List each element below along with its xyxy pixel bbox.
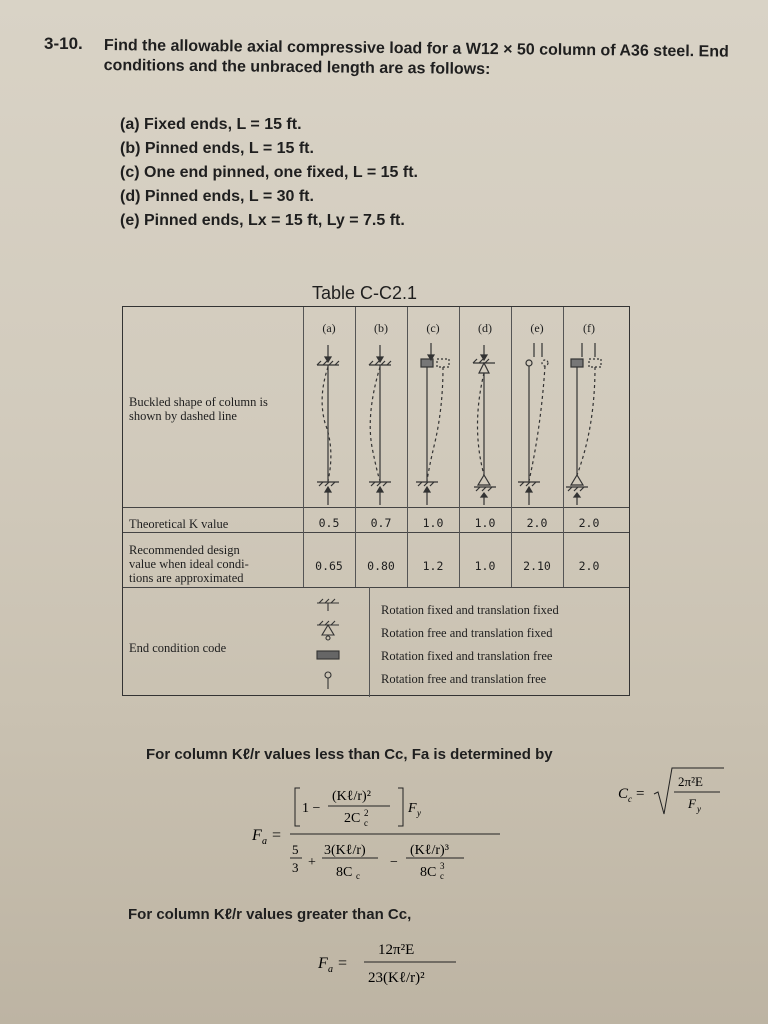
buckled-shape-label: Buckled shape of column is shown by dashed line [129, 395, 268, 423]
row-divider [123, 532, 629, 533]
code-description: Rotation fixed and translation free [381, 649, 553, 663]
recommended-line: value when ideal condi- [129, 557, 249, 571]
recommended-k-value: 1.0 [474, 559, 496, 573]
column-letter-a: (a) [322, 321, 336, 335]
rotation-free-translation-fixed-icon [317, 621, 339, 640]
column-f-free-top-pinned-icon [566, 343, 601, 505]
svg-text:F: F [318, 955, 328, 972]
code-description: Rotation free and translation free [381, 672, 547, 686]
problem-statement: Find the allowable axial compressive load for a W12 × 50 column of A36 steel. End conditions and the unbraced length are as follows: [103, 36, 729, 79]
svg-text:F: F [408, 801, 417, 816]
recommended-design-label [129, 543, 249, 585]
svg-text:F: F [688, 796, 696, 811]
svg-text:23(Kℓ/r)²: 23(Kℓ/r)² [368, 970, 425, 986]
buckled-shapes-diagram [303, 337, 629, 507]
rotation-fixed-translation-free-icon [317, 651, 339, 659]
column-letter-b: (b) [374, 321, 388, 335]
case-item: (e) Pinned ends, Lx = 15 ft, Ly = 7.5 ft. [120, 212, 405, 229]
column-letter-f: (f) [583, 321, 595, 335]
svg-text:c: c [628, 794, 632, 804]
column-b-pinned-fixed-icon [369, 345, 391, 505]
row-divider [123, 507, 629, 508]
svg-text:c: c [440, 871, 444, 881]
svg-text:8C: 8C [420, 865, 437, 880]
theoretical-k-value: 2.0 [526, 516, 548, 530]
cc-formula [616, 762, 726, 822]
formula-intro-2: For column Kℓ/r values greater than Cc, [128, 906, 412, 923]
svg-text:2π²E: 2π²E [678, 774, 703, 789]
column-letter-d: (d) [478, 321, 492, 335]
svg-text:−: − [390, 855, 398, 870]
recommended-k-value: 2.0 [578, 559, 600, 573]
problem-number: 3-10. [44, 34, 83, 53]
svg-text:c: c [364, 818, 368, 828]
rotation-fixed-translation-fixed-icon [317, 599, 339, 611]
recommended-k-value: 1.2 [422, 559, 444, 573]
case-item: (c) One end pinned, one fixed, L = 15 ft. [120, 164, 418, 181]
svg-text:=: = [636, 786, 645, 802]
code-description: Rotation fixed and translation fixed [381, 603, 559, 617]
code-description: Rotation free and translation fixed [381, 626, 553, 640]
row-divider [123, 587, 629, 588]
svg-text:2: 2 [364, 808, 369, 818]
end-condition-label: End condition code [129, 641, 227, 655]
svg-text:3: 3 [440, 861, 445, 871]
svg-text:2C: 2C [344, 811, 361, 826]
svg-text:y: y [417, 808, 421, 818]
svg-text:3(Kℓ/r): 3(Kℓ/r) [324, 843, 366, 858]
recommended-line: tions are approximated [129, 571, 244, 585]
svg-text:=: = [338, 955, 348, 972]
svg-text:a: a [262, 836, 267, 847]
case-list [120, 113, 418, 233]
end-condition-symbols [309, 595, 349, 691]
svg-text:F: F [252, 827, 262, 844]
theoretical-k-value: 2.0 [578, 516, 600, 530]
case-item: (d) Pinned ends, L = 30 ft. [120, 188, 314, 205]
svg-text:=: = [272, 827, 282, 844]
theoretical-k-value: 1.0 [474, 516, 496, 530]
fa-formula-long-columns [316, 934, 476, 994]
svg-text:C: C [618, 786, 629, 802]
column-letter-c: (c) [426, 321, 440, 335]
theoretical-k-value: 1.0 [422, 516, 444, 530]
column-e-free-top-icon [518, 343, 548, 505]
svg-text:(Kℓ/r)²: (Kℓ/r)² [332, 789, 371, 804]
formula-intro-1: For column Kℓ/r values less than Cc, Fa is determined by [146, 746, 553, 763]
column-letter-e: (e) [530, 321, 544, 335]
column-a-fixed-fixed-icon [317, 345, 339, 505]
svg-text:c: c [356, 871, 360, 881]
svg-text:12π²E: 12π²E [378, 942, 415, 958]
case-item: (a) Fixed ends, L = 15 ft. [120, 116, 302, 133]
column-c-sway-fixed-icon [416, 343, 449, 505]
rotation-free-translation-free-icon [325, 672, 331, 689]
recommended-k-value: 2.10 [523, 559, 551, 573]
case-item: (b) Pinned ends, L = 15 ft. [120, 140, 314, 157]
table-title: Table C-C2.1 [312, 283, 418, 303]
theoretical-k-value: 0.5 [318, 516, 340, 530]
svg-text:(Kℓ/r)³: (Kℓ/r)³ [410, 843, 449, 858]
theoretical-k-value: 0.7 [370, 516, 392, 530]
col-divider [369, 587, 370, 697]
svg-text:5: 5 [292, 842, 299, 857]
svg-text:y: y [697, 804, 701, 814]
svg-text:1 −: 1 − [302, 801, 321, 816]
recommended-k-value: 0.65 [315, 559, 343, 573]
column-d-pinned-pinned-icon [473, 345, 496, 505]
svg-text:8C: 8C [336, 865, 353, 880]
recommended-k-value: 0.80 [367, 559, 395, 573]
svg-text:+: + [308, 855, 316, 870]
theoretical-k-label: Theoretical K value [129, 517, 229, 531]
fa-formula-short-columns [250, 780, 520, 890]
svg-text:a: a [328, 964, 333, 975]
svg-text:3: 3 [292, 860, 299, 875]
effective-length-table [122, 306, 630, 696]
recommended-line: Recommended design [129, 543, 240, 557]
